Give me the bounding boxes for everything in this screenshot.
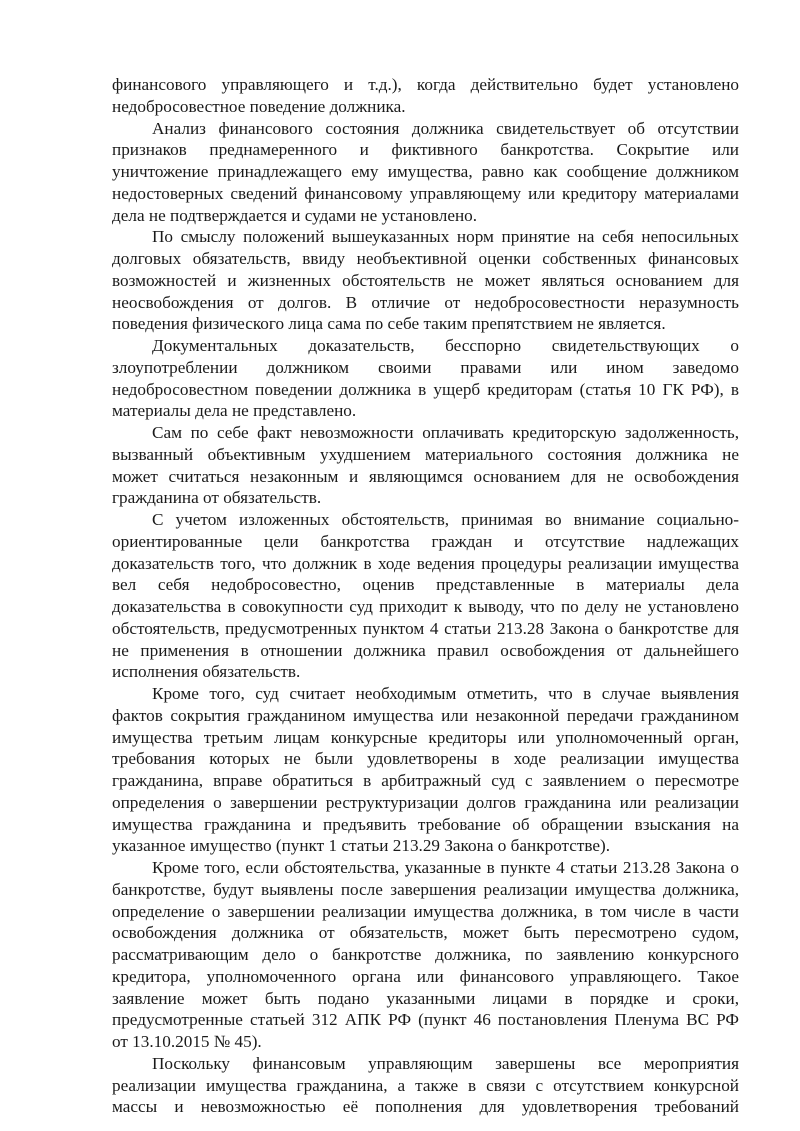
paragraph: [112, 683, 739, 857]
text-line: от 13.10.2015 № 45).: [112, 1032, 262, 1051]
text-line: может считаться незаконным и являющимся основанием для не освобождения: [112, 466, 739, 486]
text-line: определения о завершении реструктуризации долгов гражданина или реализации: [112, 792, 739, 812]
paragraph: [112, 1053, 739, 1118]
text-line: обстоятельств, предусмотренных пунктом 4 статьи 213.28 Закона о банкротстве для: [112, 618, 739, 638]
text-line: гражданина от обязательств.: [112, 488, 322, 508]
text-line: указанное имущество (пункт 1 статьи 213.29 Закона о банкротстве).: [112, 836, 611, 856]
paragraph: [112, 226, 739, 335]
paragraph: [112, 118, 739, 227]
text-line: уничтожение принадлежащего ему имущества, равно как сообщение должником: [112, 162, 739, 181]
text-line: дела не подтверждается и судами не установлено.: [112, 205, 478, 225]
text-line: рассматривающим дело о банкротстве должника, по заявлению конкурсного: [112, 945, 739, 964]
text-line: освобождения должника от обязательств, может быть пересмотрено судом,: [112, 923, 739, 943]
text-line: Кроме того, если обстоятельства, указанные в пункте 4 статьи 213.28 Закона о: [152, 858, 739, 877]
text-line: доказательств того, что должник в ходе ведения процедуры реализации имущества: [112, 553, 739, 573]
text-line: С учетом изложенных обстоятельств, принимая во внимание социально-: [152, 510, 739, 529]
text-line: кредитора, уполномоченного органа или финансового управляющего. Такое: [112, 966, 739, 986]
text-line: возможностей и жизненных обстоятельств не может являться основанием для: [112, 270, 739, 290]
text-line: не применения в отношении должника правил освобождения от дальнейшего: [112, 640, 739, 660]
text-line: вызванный объективным ухудшением материального состояния должника не: [112, 444, 739, 464]
text-line: Документальных доказательств, бесспорно свидетельствующих о: [152, 336, 739, 355]
text-line: ориентированные цели банкротства граждан и отсутствие надлежащих: [112, 531, 739, 551]
text-line: доказательства в совокупности суд приходит к выводу, что по делу не установлено: [112, 597, 739, 616]
paragraph: [112, 857, 739, 1053]
text-line: Кроме того, суд считает необходимым отметить, что в случае выявления: [152, 684, 739, 703]
document-page: [112, 74, 739, 1118]
text-line: массы и невозможностью её пополнения для удовлетворения требований: [112, 1097, 739, 1117]
text-line: признаков преднамеренного и фиктивного банкротства. Сокрытие или: [112, 140, 739, 160]
text-line: фактов сокрытия гражданином имущества или незаконной передачи гражданином: [112, 705, 739, 725]
paragraph: [112, 74, 739, 118]
paragraph: [112, 335, 739, 422]
text-line: заявление может быть подано указанными лицами в порядке и сроки,: [112, 988, 739, 1008]
text-line: реализации имущества гражданина, а также в связи с отсутствием конкурсной: [112, 1075, 739, 1095]
paragraph: [112, 422, 739, 509]
text-line: исполнения обязательств.: [112, 662, 301, 682]
text-line: вел себя недобросовестно, оценив представленные в материалы дела: [112, 575, 739, 595]
text-line: имущества гражданина и предъявить требование об обращении взыскания на: [112, 814, 739, 834]
text-line: Поскольку финансовым управляющим завершены все мероприятия: [152, 1053, 739, 1073]
text-line: предусмотренные статьей 312 АПК РФ (пункт 46 постановления Пленума ВС РФ: [112, 1010, 739, 1030]
text-line: По смыслу положений вышеуказанных норм принятие на себя непосильных: [152, 227, 739, 247]
text-line: Анализ финансового состояния должника свидетельствует об отсутствии: [152, 118, 739, 138]
text-line: недостоверных сведений финансовому управляющему или кредитору материалами: [112, 183, 739, 203]
text-line: злоупотреблении должником своими правами или ином заведомо: [112, 357, 739, 377]
text-line: недобросовестном поведении должника в ущерб кредиторам (статья 10 ГК РФ), в: [112, 379, 739, 399]
text-line: гражданина, вправе обратиться в арбитражный суд с заявлением о пересмотре: [112, 771, 739, 790]
text-line: определение о завершении реализации имущества должника, в том числе в части: [112, 901, 739, 921]
text-line: финансового управляющего и т.д.), когда действительно будет установлено: [112, 75, 739, 94]
text-line: требования которых не были удовлетворены в ходе реализации имущества: [112, 749, 739, 769]
text-line: Сам по себе факт невозможности оплачивать кредиторскую задолженность,: [152, 423, 739, 442]
text-line: неосвобождения от долгов. В отличие от недобросовестности неразумность: [112, 292, 739, 312]
text-line: недобросовестное поведение должника.: [112, 96, 406, 116]
text-line: имущества третьим лицам конкурсные кредиторы или уполномоченный орган,: [112, 727, 739, 747]
text-line: долговых обязательств, ввиду необъективной оценки собственных финансовых: [112, 249, 739, 268]
text-line: поведения физического лица сама по себе таким препятствием не является.: [112, 314, 666, 334]
paragraph: [112, 509, 739, 683]
text-line: банкротстве, будут выявлены после завершения реализации имущества должника,: [112, 879, 739, 899]
text-line: материалы дела не представлено.: [112, 401, 357, 421]
